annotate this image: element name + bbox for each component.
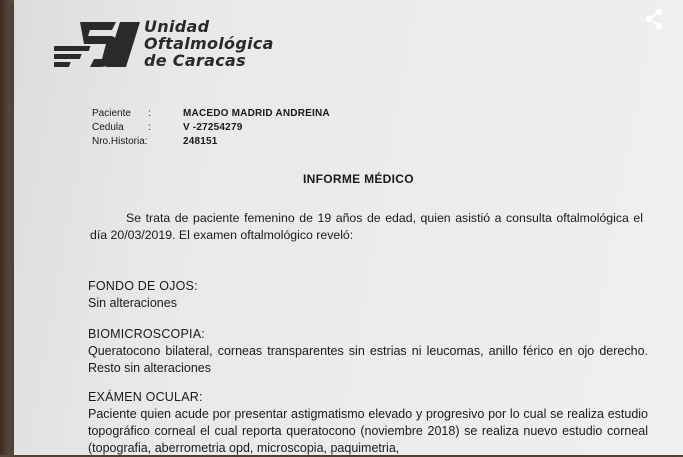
patient-history-row	[92, 135, 392, 149]
colon: :	[148, 122, 151, 133]
clinic-logo-icon	[54, 20, 142, 68]
patient-id-row	[92, 121, 392, 135]
section-body: Paciente quien acude por presentar astigmatismo elevado y progresivo por lo cual se realiza estudio topográfico corneal el cual reporta queratocono (noviembre 2018) se realiza nuevo estudio corneal (topografia, aberrometria opd, microscopia, paquimetria,	[88, 407, 648, 455]
section-heading: BIOMICROSCOPIA:	[88, 327, 205, 341]
clinic-logo	[54, 18, 304, 70]
document-page	[14, 0, 683, 455]
report-intro	[90, 210, 643, 244]
clinic-name-line1: Unidad	[144, 17, 210, 36]
patient-name-value: MACEDO MADRID ANDREINA	[183, 108, 330, 119]
patient-info	[92, 107, 392, 149]
clinic-name-line3: de Caracas	[144, 51, 246, 70]
section-examen-ocular	[88, 389, 648, 457]
section-body: Sin alteraciones	[88, 296, 177, 310]
section-fondo-de-ojos	[88, 278, 648, 312]
section-body: Queratocono bilateral, corneas transparentes sin estrias ni leucomas, anillo férico en ojo derecho. Resto sin alteraciones	[88, 344, 648, 375]
report-title: INFORME MÉDICO	[303, 172, 414, 186]
patient-id-label: Cedula	[92, 122, 124, 133]
share-icon[interactable]	[643, 8, 665, 30]
patient-history-value: 248151	[183, 136, 218, 147]
section-biomicroscopia	[88, 326, 648, 377]
patient-history-label: Nro.Historia:	[92, 136, 148, 147]
patient-name-label: Paciente	[92, 108, 131, 119]
clinic-name-line2: Oftalmológica	[144, 34, 274, 53]
section-heading: EXÁMEN OCULAR:	[88, 390, 203, 404]
section-heading: FONDO DE OJOS:	[88, 279, 198, 293]
patient-name-row	[92, 107, 392, 121]
colon: :	[148, 108, 151, 119]
report-intro-text: Se trata de paciente femenino de 19 años de edad, quien asistió a consulta oftalmológica el día 20/03/2019. El examen oftalmológico reveló:	[90, 211, 643, 242]
clinic-name	[144, 18, 274, 69]
patient-id-value: V -27254279	[183, 122, 243, 133]
